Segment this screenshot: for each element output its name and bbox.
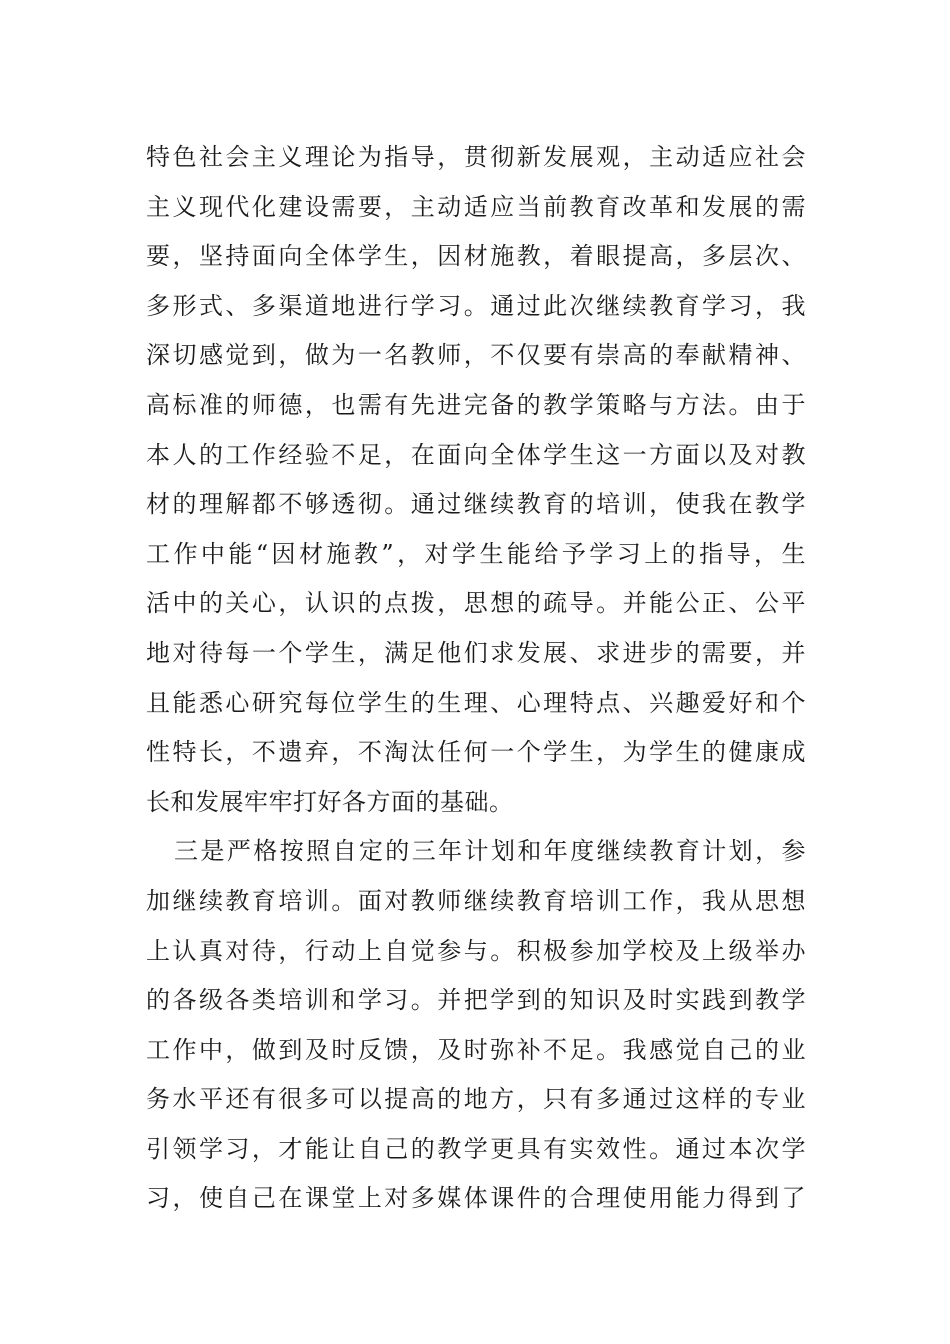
text-line: 长和发展牢牢打好各方面的基础。 — [146, 787, 514, 816]
text-line: 上认真对待，行动上自觉参与。积极参加学校及上级举办 — [146, 936, 806, 965]
body-text — [146, 133, 806, 1224]
text-line: 且能悉心研究每位学生的生理、心理特点、兴趣爱好和个 — [146, 688, 806, 717]
paragraph-first-line: 三是严格按照自定的三年计划和年度继续教育计划，参 — [174, 837, 806, 866]
text-line: 活中的关心，认识的点拨，思想的疏导。并能公正、公平 — [146, 589, 806, 618]
text-line: 的各级各类培训和学习。并把学到的知识及时实践到教学 — [146, 986, 806, 1015]
text-line: 要，坚持面向全体学生，因材施教，着眼提高，多层次、 — [146, 242, 806, 271]
text-line: 深切感觉到，做为一名教师，不仅要有崇高的奉献精神、 — [146, 341, 806, 370]
text-line: 引领学习，才能让自己的教学更具有实效性。通过本次学 — [146, 1134, 806, 1163]
text-line: 主义现代化建设需要，主动适应当前教育改革和发展的需 — [146, 192, 806, 221]
text-line: 高标准的师德，也需有先进完备的教学策略与方法。由于 — [146, 390, 806, 419]
text-line: 本人的工作经验不足，在面向全体学生这一方面以及对教 — [146, 440, 806, 469]
text-line: 多形式、多渠道地进行学习。通过此次继续教育学习，我 — [146, 291, 806, 320]
text-line: 务水平还有很多可以提高的地方，只有多通过这样的专业 — [146, 1085, 806, 1114]
text-line: 地对待每一个学生，满足他们求发展、求进步的需要，并 — [146, 638, 806, 667]
text-line: 性特长，不遗弃，不淘汰任何一个学生，为学生的健康成 — [146, 738, 806, 767]
text-line: 工作中，做到及时反馈，及时弥补不足。我感觉自己的业 — [146, 1035, 806, 1064]
text-line: 特色社会主义理论为指导，贯彻新发展观，主动适应社会 — [146, 143, 806, 171]
text-line: 加继续教育培训。面对教师继续教育培训工作，我从思想 — [146, 886, 806, 915]
text-line: 材的理解都不够透彻。通过继续教育的培训，使我在教学 — [146, 490, 806, 519]
text-line: 工作中能“因材施教”，对学生能给予学习上的指导，生 — [146, 539, 806, 568]
text-line: 习，使自己在课堂上对多媒体课件的合理使用能力得到了 — [146, 1184, 806, 1213]
